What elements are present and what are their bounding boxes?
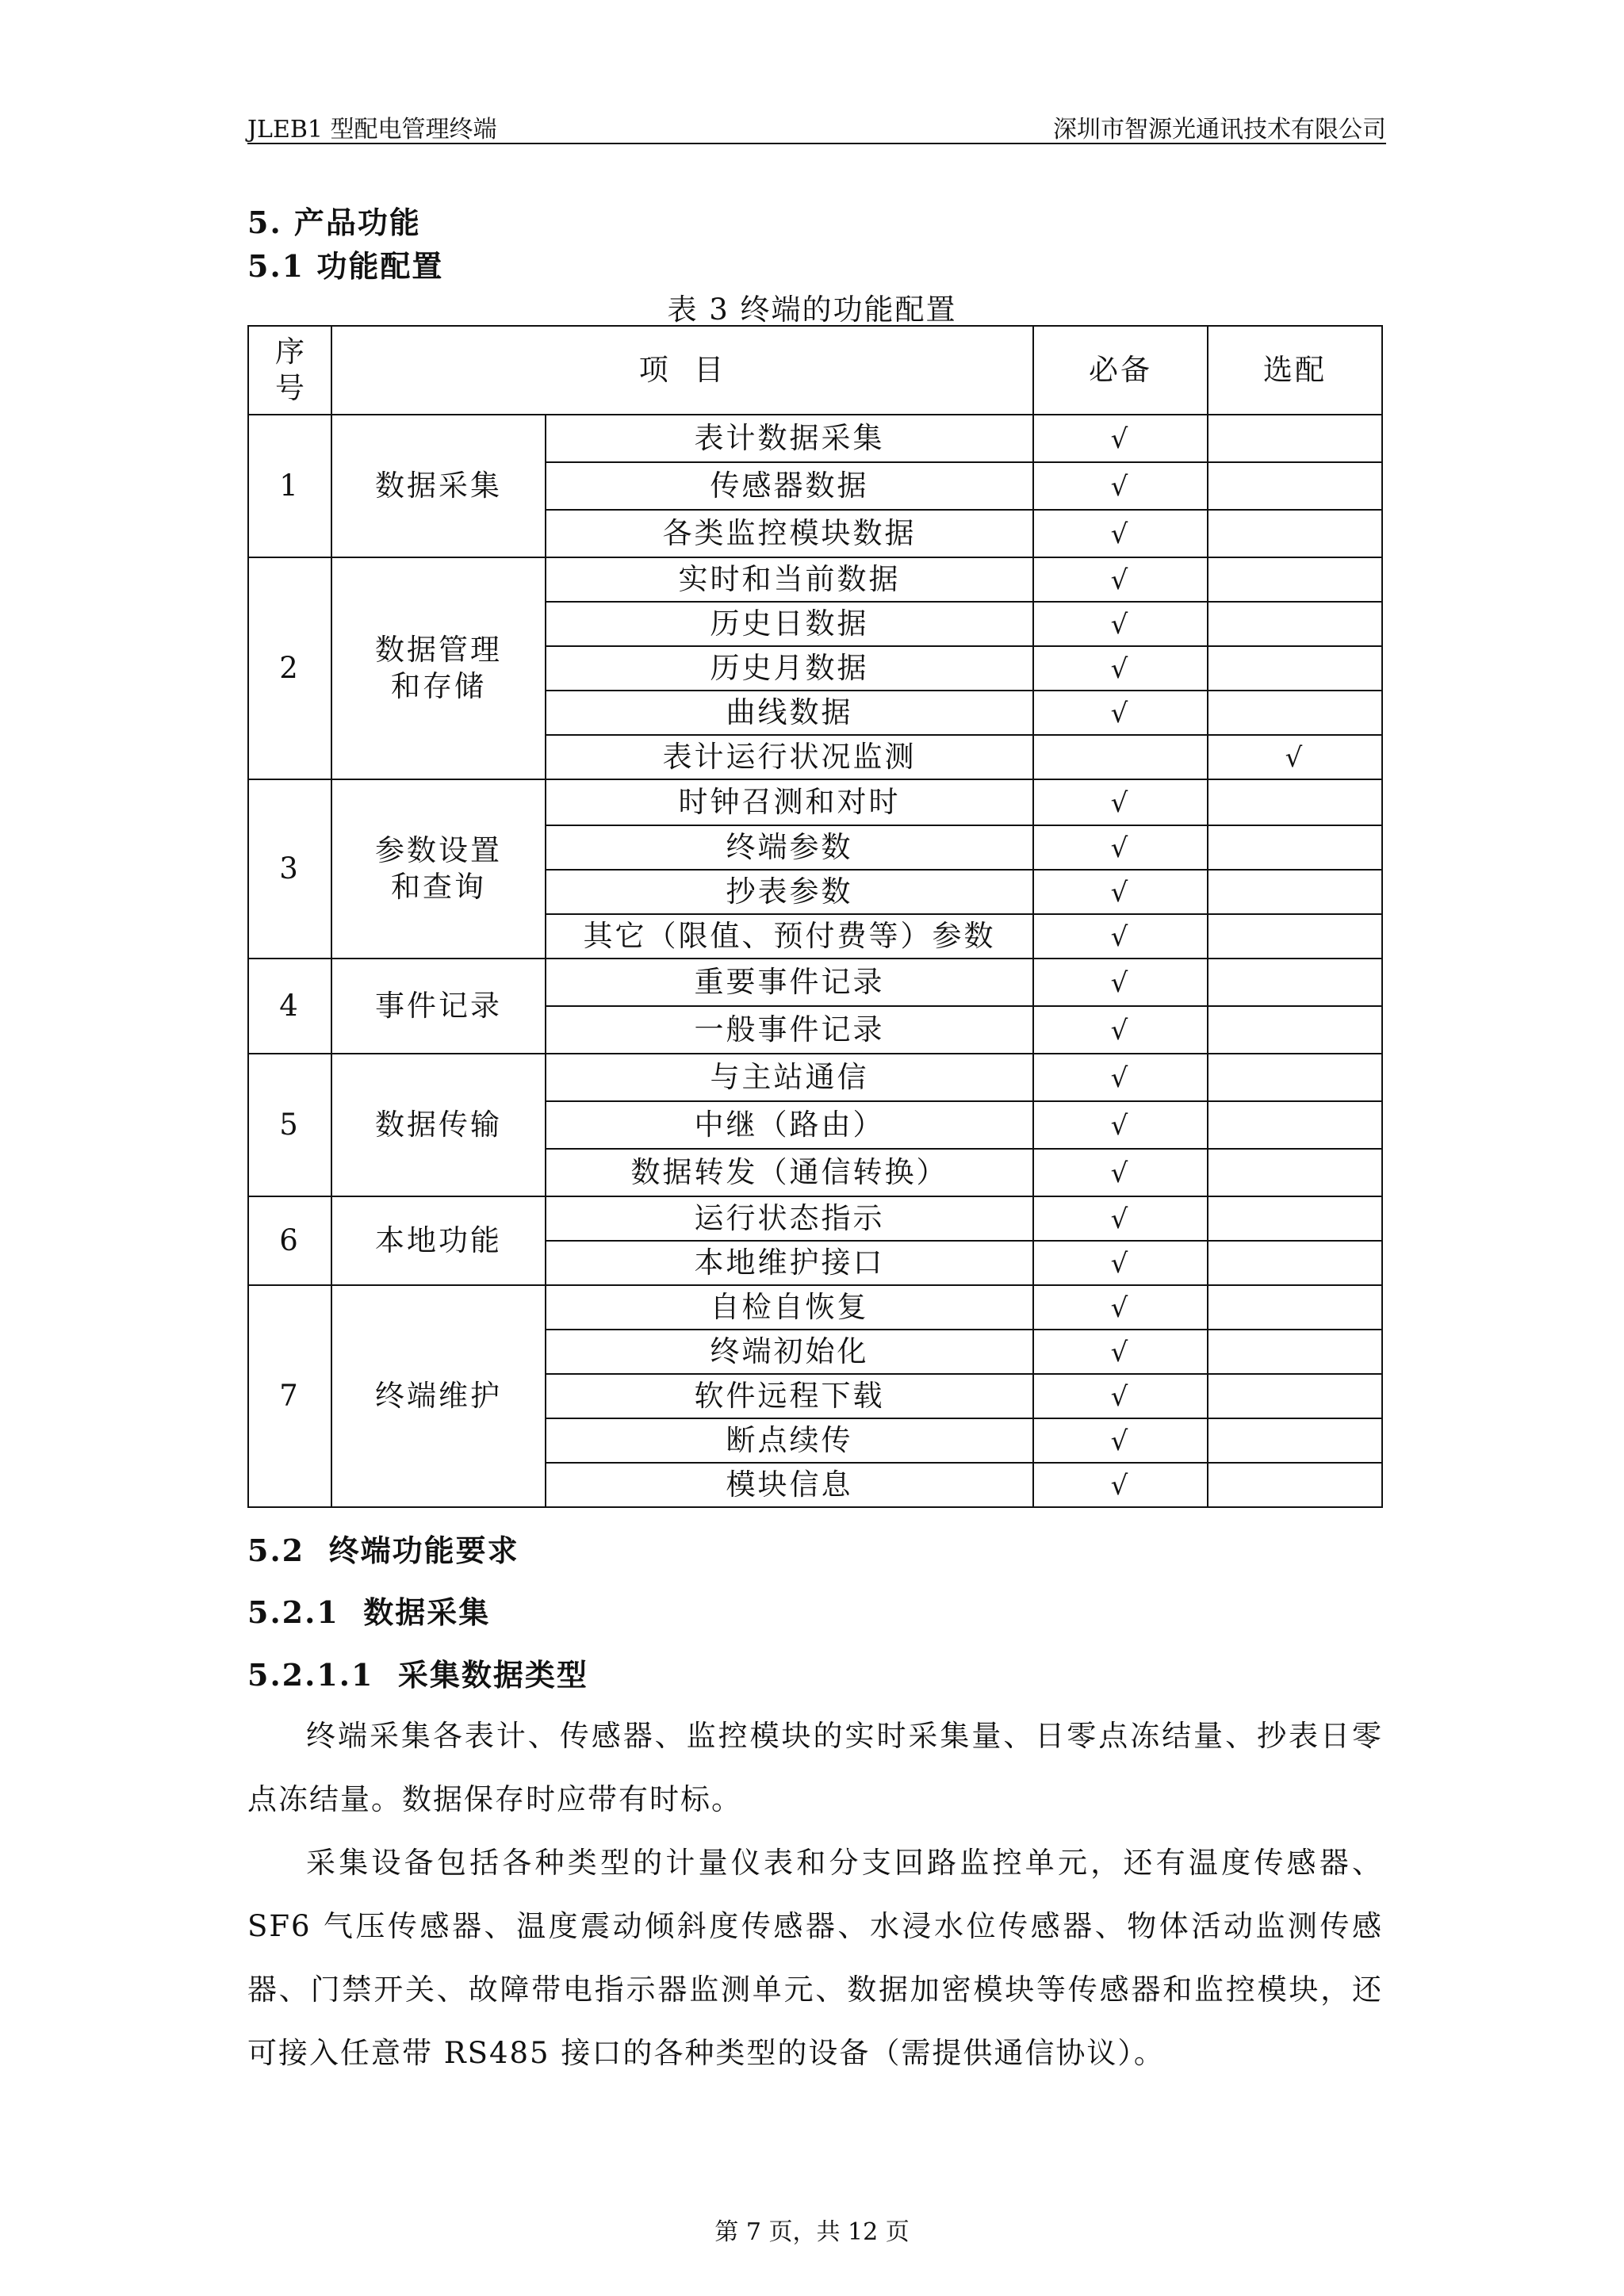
required-cell <box>1033 646 1208 691</box>
section-heading-5-2-1: 5.2.1 数据采集 <box>247 1594 491 1630</box>
group-category: 本地功能 <box>331 1196 546 1285</box>
check-mark-icon: √ <box>1110 876 1131 909</box>
group-seq: 7 <box>248 1285 331 1507</box>
group-category: 终端维护 <box>331 1285 546 1507</box>
required-cell <box>1033 691 1208 735</box>
item-name: 运行状态指示 <box>546 1196 1033 1241</box>
check-mark-icon: √ <box>1110 832 1131 864</box>
check-mark-icon: √ <box>1110 966 1131 999</box>
item-name: 表计数据采集 <box>546 415 1033 462</box>
optional-cell <box>1208 1418 1382 1463</box>
table-row <box>248 415 1382 462</box>
optional-cell <box>1208 602 1382 646</box>
page-footer: 第 7 页，共 12 页 <box>714 2218 910 2246</box>
optional-cell <box>1208 1101 1382 1149</box>
group-seq: 2 <box>248 557 331 779</box>
required-cell <box>1033 1149 1208 1196</box>
optional-cell <box>1208 1241 1382 1285</box>
optional-cell <box>1208 914 1382 959</box>
item-name: 抄表参数 <box>546 870 1033 914</box>
optional-cell <box>1208 1149 1382 1196</box>
optional-cell <box>1208 557 1382 602</box>
group-category: 参数设置和查询 <box>331 779 546 959</box>
paragraph-devices: 采集设备包括各种类型的计量仪表和分支回路监控单元，还有温度传感器、SF6 气压传感器、温度震动倾斜度传感器、水浸水位传感器、物体活动监测传感器、门禁开关、故障带电指示器监测单元、数据加密模块等传感器和监控模块，还可接入任意带 RS485 接口的各种类型的设备（需提供通信协议）。 <box>247 1846 1383 2070</box>
optional-cell <box>1208 1374 1382 1418</box>
check-mark-icon: √ <box>1110 1336 1131 1368</box>
section-heading-5-2-1-1: 5.2.1.1 采集数据类型 <box>247 1657 588 1693</box>
required-cell <box>1033 1285 1208 1330</box>
item-name: 曲线数据 <box>546 691 1033 735</box>
required-cell <box>1033 870 1208 914</box>
required-cell <box>1033 1463 1208 1507</box>
header-company: 深圳市智源光通讯技术有限公司 <box>1053 116 1386 144</box>
optional-cell <box>1208 870 1382 914</box>
group-seq: 4 <box>248 959 331 1054</box>
required-cell <box>1033 959 1208 1006</box>
optional-cell <box>1208 1006 1382 1054</box>
group-seq: 3 <box>248 779 331 959</box>
check-mark-icon: √ <box>1110 564 1131 596</box>
optional-cell <box>1208 646 1382 691</box>
group-seq: 6 <box>248 1196 331 1285</box>
check-mark-icon: √ <box>1110 1469 1131 1502</box>
group-category: 数据管理和存储 <box>331 557 546 779</box>
function-config-table <box>247 325 1383 1508</box>
check-mark-icon: √ <box>1110 1157 1131 1189</box>
required-cell <box>1033 510 1208 557</box>
optional-cell <box>1208 462 1382 510</box>
optional-cell <box>1208 735 1382 779</box>
check-mark-icon: √ <box>1110 470 1131 503</box>
optional-cell <box>1208 415 1382 462</box>
section-heading-5-2: 5.2 终端功能要求 <box>247 1533 519 1568</box>
item-name: 中继（路由） <box>546 1101 1033 1149</box>
check-mark-icon: √ <box>1110 1425 1131 1457</box>
header-divider <box>247 143 1386 144</box>
section-heading-5: 5. 产品功能 <box>247 205 421 240</box>
check-mark-icon: √ <box>1110 608 1131 641</box>
required-cell <box>1033 1374 1208 1418</box>
item-name: 数据转发（通信转换） <box>546 1149 1033 1196</box>
header-required: 必备 <box>1033 326 1208 415</box>
item-name: 重要事件记录 <box>546 959 1033 1006</box>
table-row <box>248 959 1382 1006</box>
table-row <box>248 1196 1382 1241</box>
header-optional: 选配 <box>1208 326 1382 415</box>
optional-cell <box>1208 1330 1382 1374</box>
check-mark-icon: √ <box>1110 786 1131 819</box>
item-name: 自检自恢复 <box>546 1285 1033 1330</box>
header-doc-title: JLEB1 型配电管理终端 <box>247 116 497 144</box>
check-mark-icon: √ <box>1110 518 1131 550</box>
optional-cell <box>1208 1463 1382 1507</box>
item-name: 一般事件记录 <box>546 1006 1033 1054</box>
required-cell <box>1033 914 1208 959</box>
required-cell <box>1033 1330 1208 1374</box>
required-cell <box>1033 1054 1208 1101</box>
table-row <box>248 1285 1382 1330</box>
optional-cell <box>1208 691 1382 735</box>
optional-cell <box>1208 959 1382 1006</box>
table-caption: 表 3 终端的功能配置 <box>667 293 957 327</box>
required-cell <box>1033 825 1208 870</box>
item-name: 传感器数据 <box>546 462 1033 510</box>
required-cell <box>1033 602 1208 646</box>
optional-cell <box>1208 1054 1382 1101</box>
table-body <box>248 415 1382 1507</box>
group-category: 数据采集 <box>331 415 546 557</box>
item-name: 断点续传 <box>546 1418 1033 1463</box>
check-mark-icon: √ <box>1110 423 1131 455</box>
optional-cell <box>1208 1196 1382 1241</box>
optional-cell <box>1208 825 1382 870</box>
header-item: 项 目 <box>331 326 1033 415</box>
item-name: 历史日数据 <box>546 602 1033 646</box>
section-heading-5-1: 5.1 功能配置 <box>247 248 444 284</box>
header-seq: 序号 <box>248 326 331 415</box>
group-seq: 1 <box>248 415 331 557</box>
item-name: 模块信息 <box>546 1463 1033 1507</box>
item-name: 各类监控模块数据 <box>546 510 1033 557</box>
check-mark-icon: √ <box>1110 1062 1131 1094</box>
check-mark-icon: √ <box>1285 741 1305 774</box>
check-mark-icon: √ <box>1110 1109 1131 1142</box>
required-cell <box>1033 462 1208 510</box>
optional-cell <box>1208 510 1382 557</box>
item-name: 软件远程下载 <box>546 1374 1033 1418</box>
optional-cell <box>1208 779 1382 825</box>
required-cell <box>1033 1418 1208 1463</box>
table-row <box>248 779 1382 825</box>
check-mark-icon: √ <box>1110 1203 1131 1235</box>
table-header-row <box>248 326 1382 415</box>
group-category: 数据传输 <box>331 1054 546 1196</box>
item-name: 时钟召测和对时 <box>546 779 1033 825</box>
check-mark-icon: √ <box>1110 920 1131 953</box>
check-mark-icon: √ <box>1110 652 1131 685</box>
required-cell <box>1033 1101 1208 1149</box>
item-name: 终端参数 <box>546 825 1033 870</box>
check-mark-icon: √ <box>1110 1292 1131 1324</box>
item-name: 其它（限值、预付费等）参数 <box>546 914 1033 959</box>
item-name: 表计运行状况监测 <box>546 735 1033 779</box>
group-category: 事件记录 <box>331 959 546 1054</box>
check-mark-icon: √ <box>1110 1247 1131 1280</box>
item-name: 终端初始化 <box>546 1330 1033 1374</box>
required-cell <box>1033 415 1208 462</box>
required-cell <box>1033 735 1208 779</box>
check-mark-icon: √ <box>1110 1014 1131 1047</box>
item-name: 与主站通信 <box>546 1054 1033 1101</box>
check-mark-icon: √ <box>1110 697 1131 729</box>
item-name: 历史月数据 <box>546 646 1033 691</box>
optional-cell <box>1208 1285 1382 1330</box>
group-seq: 5 <box>248 1054 331 1196</box>
required-cell <box>1033 1006 1208 1054</box>
paragraph-data-types: 终端采集各表计、传感器、监控模块的实时采集量、日零点冻结量、抄表日零点冻结量。数据保存时应带有时标。 <box>247 1719 1383 1816</box>
table-row <box>248 1054 1382 1101</box>
item-name: 实时和当前数据 <box>546 557 1033 602</box>
item-name: 本地维护接口 <box>546 1241 1033 1285</box>
required-cell <box>1033 557 1208 602</box>
table-row <box>248 557 1382 602</box>
check-mark-icon: √ <box>1110 1380 1131 1413</box>
required-cell <box>1033 1196 1208 1241</box>
required-cell <box>1033 1241 1208 1285</box>
required-cell <box>1033 779 1208 825</box>
